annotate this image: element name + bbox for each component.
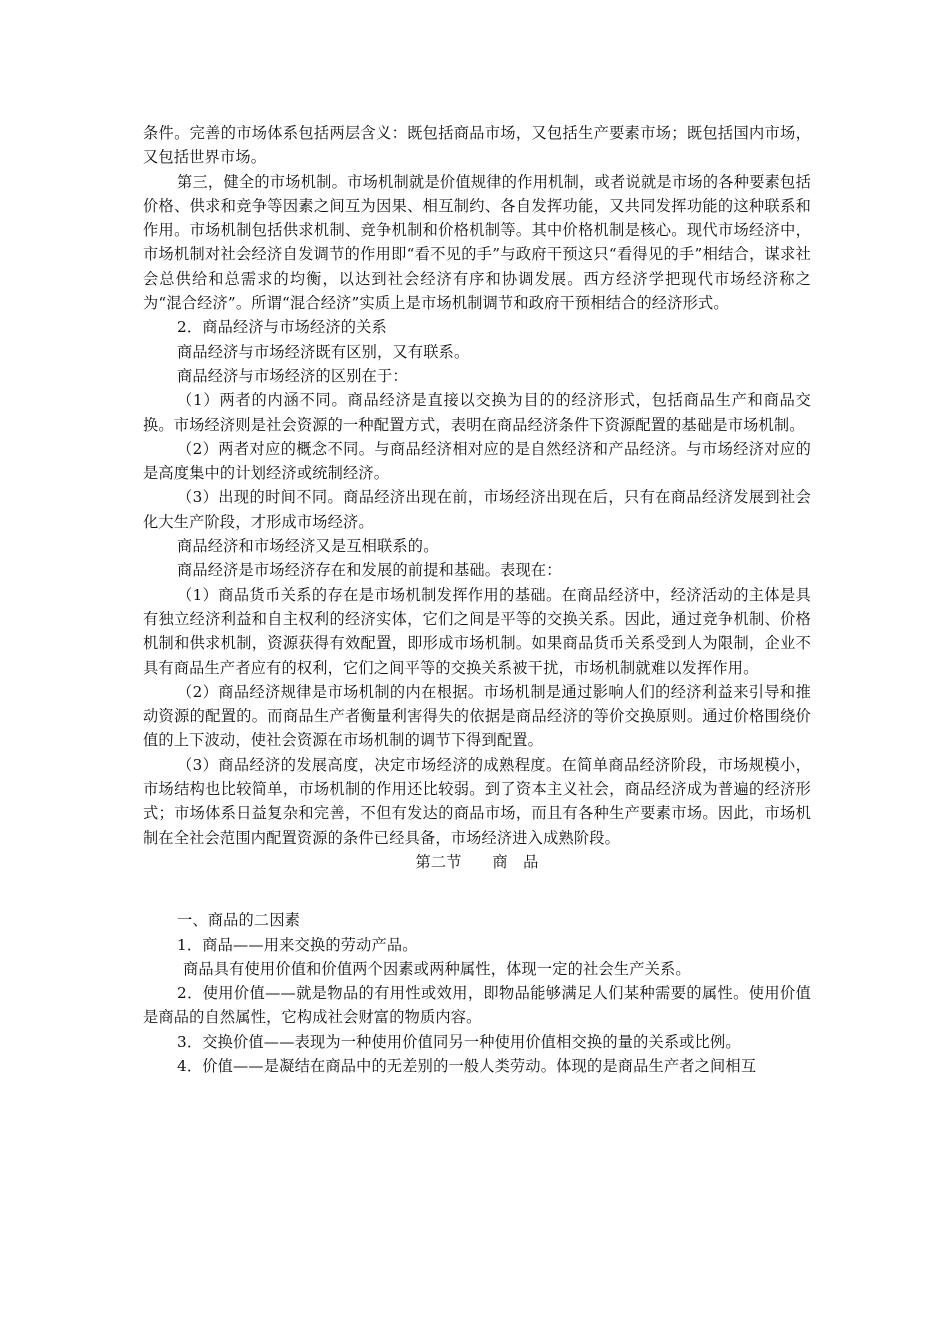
- subheading-two-factors: 一、商品的二因素: [177, 911, 301, 930]
- paragraph-market-system: 条件。完善的市场体系包括两层含义：既包括商品市场，又包括生产要素市场；既包括国内市场，又包括世界市场。: [143, 124, 811, 167]
- paragraph-link-intro: 商品经济和市场经济又是互相联系的。: [177, 537, 439, 556]
- paragraph-market-mechanism: 第三，健全的市场机制。市场机制就是价值规律的作用机制，或者说就是市场的各种要素包括价格、供求和竞争等因素之间互为因果、相互制约、各自发挥功能，又共同发挥功能的这种联系和作用。市场机制包括供求机制、竞争机制和价格机制等。其中价格机制是核心。现代市场经济中，市场机制对社会经济自发调节的作用即“看不见的手”与政府干预这只“看得见的手”相结合，谋求社会总供给和总需求的均衡，以达到社会经济有序和协调发展。西方经济学把现代市场经济称之为“混合经济”。所谓“混合经济”实质上是市场机制调节和政府干预相结合的经济形式。: [143, 172, 811, 313]
- definition-exchange-value: 3．交换价值——表现为一种使用价值同另一种使用价值相交换的量的关系或比例。: [177, 1032, 741, 1051]
- paragraph-differences-intro: 商品经济与市场经济的区别在于：: [177, 366, 408, 385]
- paragraph-difference-2: （2）两者对应的概念不同。与商品经济相对应的是自然经济和产品经济。与市场经济对应的是高度集中的计划经济或统制经济。: [143, 439, 811, 483]
- definition-value: 4．价值——是凝结在商品中的无差别的一般人类劳动。体现的是商品生产者之间相互: [177, 1056, 757, 1075]
- paragraph-difference-1: （1）两者的内涵不同。商品经济是直接以交换为目的的经济形式，包括商品生产和商品交换。市场经济则是社会资源的一种配置方式，表明在商品经济条件下资源配置的基础是市场机制。: [143, 391, 811, 434]
- paragraph-link-2: （2）商品经济规律是市场机制的内在根据。市场机制是通过影响人们的经济利益来引导和推动资源的配置的。而商品生产者衡量利害得失的依据是商品经济的等价交换原则。通过价格围绕价值的上下波动，使社会资源在市场机制的调节下得到配置。: [143, 682, 811, 750]
- paragraph-difference-3: （3）出现的时间不同。商品经济出现在前，市场经济出现在后，只有在商品经济发展到社会化大生产阶段，才形成市场经济。: [143, 488, 811, 531]
- definition-use-value: 2．使用价值——就是物品的有用性或效用，即物品能够满足人们某种需要的属性。使用价值是商品的自然属性，它构成社会财富的物质内容。: [143, 984, 811, 1027]
- section-title: 第二节 商 品: [415, 852, 539, 871]
- paragraph-difference-and-link: 商品经济与市场经济既有区别，又有联系。: [177, 342, 470, 361]
- document-page: [143, 121, 811, 1078]
- paragraph-link-3: （3）商品经济的发展高度，决定市场经济的成熟程度。在简单商品经济阶段，市场规模小，市场结构也比较简单，市场机制的作用还比较弱。到了资本主义社会，商品经济成为普遍的经济形式；市场体系日益复杂和完善，不但有发达的商品市场，而且有各种生产要素市场。因此，市场机制在全社会范围内配置资源的条件已经具备，市场经济进入成熟阶段。: [143, 755, 811, 847]
- definition-commodity: 1．商品——用来交换的劳动产品。: [177, 935, 418, 954]
- paragraph-link-1: （1）商品货币关系的存在是市场机制发挥作用的基础。在商品经济中，经济活动的主体是具有独立经济利益和自主权利的经济实体，它们之间是平等的交换关系。因此，通过竞争机制、价格机制和供求机制，资源获得有效配置，即形成市场机制。如果商品货币关系受到人为限制，企业不具有商品生产者应有的权利，它们之间平等的交换关系被干扰，市场机制就难以发挥作用。: [143, 585, 811, 677]
- paragraph-two-attributes: 商品具有使用价值和价值两个因素或两种属性，体现一定的社会生产关系。: [183, 959, 691, 978]
- paragraph-foundation-intro: 商品经济是市场经济存在和发展的前提和基础。表现在：: [177, 561, 562, 580]
- subheading-relationship: 2．商品经济与市场经济的关系: [177, 318, 387, 337]
